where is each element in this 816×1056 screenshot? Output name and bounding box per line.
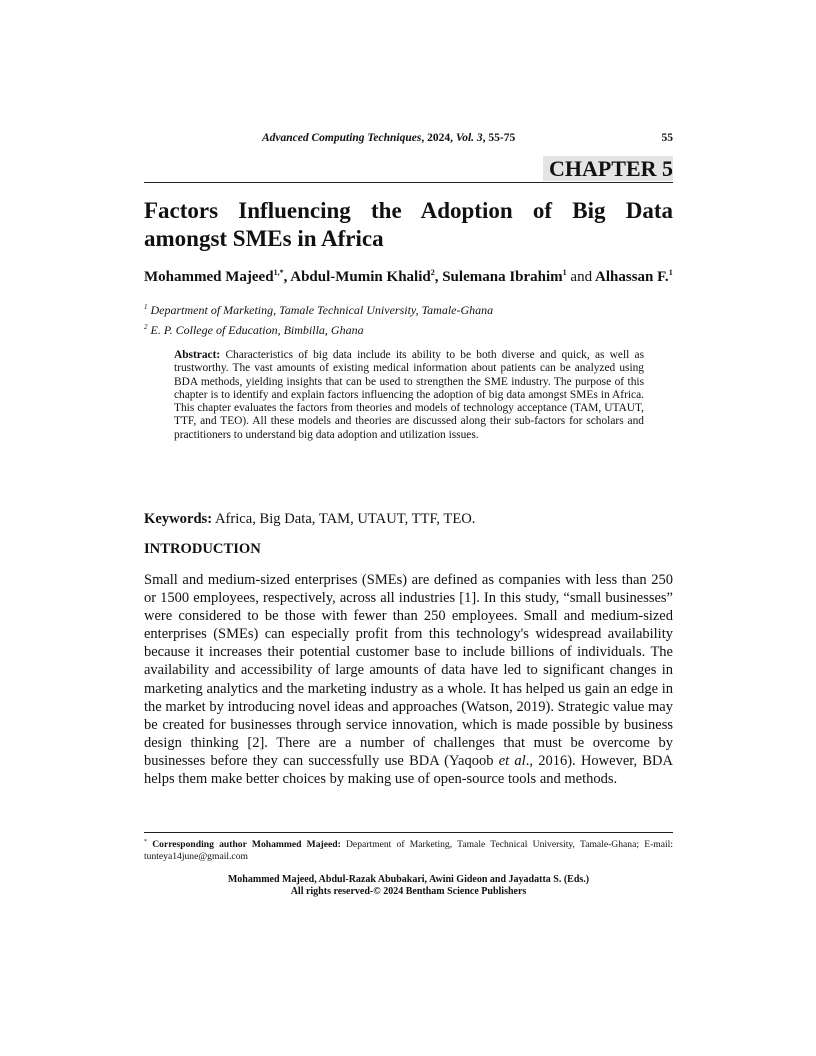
running-header [144, 132, 673, 148]
keywords-label: Keywords: [144, 511, 213, 527]
author-name: Mohammed Majeed [144, 269, 274, 285]
author-name: Sulemana Ibrahim [442, 269, 563, 285]
journal-volume: Vol. 3 [455, 132, 483, 144]
keywords-text: Africa, Big Data, TAM, UTAUT, TTF, TEO. [214, 511, 476, 527]
affiliation-text: E. P. College of Education, Bimbilla, Ghana [150, 323, 364, 337]
affiliation-text: Department of Marketing, Tamale Technical University, Tamale-Ghana [150, 303, 494, 317]
author-affiliation-mark: 2 [430, 268, 435, 277]
keywords [144, 511, 475, 528]
abstract-label: Abstract: [174, 349, 221, 361]
footnote-label: Corresponding author Mohammed Majeed: [152, 839, 341, 851]
author-name: Abdul-Mumin Khalid [290, 269, 431, 285]
intro-etal: et al [498, 752, 526, 769]
author-conjunction: and [570, 269, 593, 285]
journal-name: Advanced Computing Techniques [262, 132, 422, 144]
footnote-mark: * [144, 839, 147, 845]
abstract [174, 349, 644, 442]
journal-citation [262, 132, 515, 144]
affiliation [144, 303, 673, 318]
chapter-label: CHAPTER 5 [543, 156, 673, 181]
affiliation-mark: 1 [144, 303, 148, 311]
affiliation [144, 323, 673, 338]
author-name: Alhassan F. [595, 269, 669, 285]
author-affiliation-mark: 1 [668, 268, 673, 277]
affiliation-mark: 2 [144, 323, 148, 331]
page-number: 55 [661, 132, 673, 144]
section-heading: INTRODUCTION [144, 541, 261, 557]
abstract-text: Characteristics of big data include its ability to be both diverse and quick, as well as trustworthy. The vast amounts of existing medical information about patients can be analyzed using BDA methods, yielding insights that can be used to strengthen the SME industry. The purpose of this chapter is to identify and explain factors influencing the adoption of big data amongst SMEs in Africa. This chapter evaluates the factors from theories and models of technology acceptance (TAM, UTAUT, TTF, and TEO). All these models and theories are discussed along their sub-factors for scholars and practitioners to understand big data adoption and utilization issues. [174, 349, 645, 441]
editors-line: Mohammed Majeed, Abdul-Razak Abubakari, Awini Gideon and Jayadatta S. (Eds.) [227, 874, 590, 885]
intro-text-end: ., 2016). However, BDA helps them make better choices by making use of open-source tools and methods. [144, 752, 673, 788]
author-list: Mohammed Majeed$^{1,*}$, Abdul-Mumin Khalid$^2$, Sulemana Ibrahim$^1$ and Alhassan F.$^1$ [144, 268, 673, 285]
rights-line: All rights reserved-© 2024 Bentham Science Publishers [290, 886, 527, 897]
journal-year: , 2024, [421, 132, 456, 144]
intro-text: Small and medium-sized enterprises (SMEs) are defined as companies with less than 250 or 1500 employees, respectively, across all industries [1]. In this study, “small businesses” were considered to be those with fewer than 250 employees. Small and medium-sized enterprises (SMEs) can especially profit from this technology's widespread availability because it increases their potential customer base to include billions of individuals. The availability and accessibility of large amounts of data have led to significant changes in marketing analytics and the marketing industry as a whole. It has helped us gain an edge in the market by introducing novel ideas and approaches (Watson, 2019). Strategic value may be created for businesses through service innovation, which is made possible by business design thinking [2]. There are a number of challenges that must be overcome by businesses before they can successfully use BDA (Yaqoob [144, 572, 673, 769]
publisher-info [144, 874, 673, 898]
footnote-text: Department of Marketing, Tamale Technical University, Tamale-Ghana; E-mail: tunteya14june@gmail.com [144, 839, 673, 863]
author-affiliation-mark: 1,* [273, 268, 284, 277]
footnote-divider [144, 832, 673, 833]
paper-title: Factors Influencing the Adoption of Big Data amongst SMEs in Africa [144, 198, 673, 251]
journal-pages: , 55-75 [482, 132, 516, 144]
chapter-divider [144, 182, 673, 183]
author-affiliation-mark: 1 [562, 268, 567, 277]
intro-paragraph [144, 571, 673, 788]
footnote [144, 836, 673, 863]
